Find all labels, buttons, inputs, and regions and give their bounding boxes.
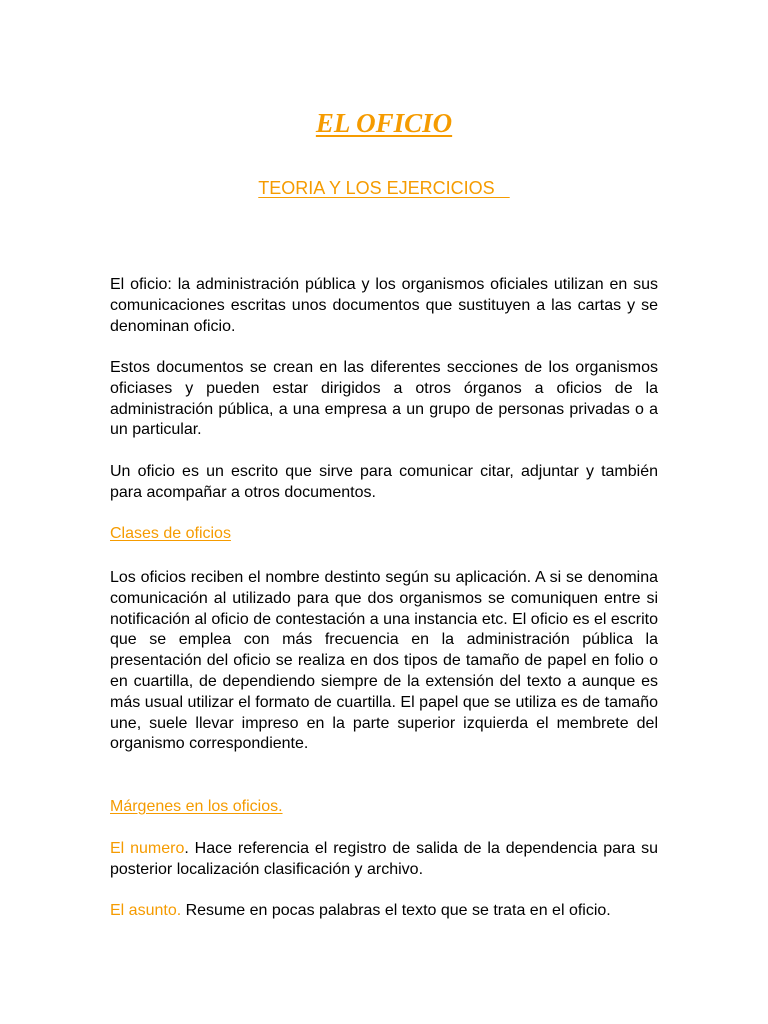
document-subtitle: TEORIA Y LOS EJERCICIOS [258,178,510,198]
document-title: EL OFICIO [315,108,453,138]
intro-paragraph-2: Estos documentos se crean en las diferentes secciones de los organismos oficiases y pueden estar dirigidos a otros órganos a oficios de la administración pública, a una empresa a un grupo de personas privadas o a un particular. [110,359,658,439]
term-el-asunto: El asunto. [110,902,182,919]
term-el-numero: El numero [110,840,185,857]
margenes-item-numero [110,839,658,881]
intro-paragraph-3: Un oficio es un escrito que sirve para comunicar citar, adjuntar y también para acompañar a otros documentos. [110,463,658,501]
clases-paragraph: Los oficios reciben el nombre destinto según su aplicación. A si se denomina comunicación al utilizado para que dos organismos se comuniquen entre si notificación al oficio de contestación a una instancia etc. El oficio es el escrito que se emplea con más frecuencia en la administración pública la presentación del oficio se realiza en dos tipos de tamaño de papel en folio o en cuartilla, de dependiendo siempre de la extensión del texto a aunque es más usual utilizar el formato de cuartilla. El papel que se utiliza es de tamaño une, suele llevar impreso en la parte superior izquierda el membrete del organismo correspondiente. [110,569,658,753]
intro-paragraph-1: El oficio: la administración pública y los organismos oficiales utilizan en sus comunicaciones escritas unos documentos que sustituyen a las cartas y se denominan oficio. [110,276,658,335]
section-heading-margenes: Márgenes en los oficios. [110,798,283,815]
definition-el-asunto: Resume en pocas palabras el texto que se trata en el oficio. [181,902,611,919]
definition-el-numero: . Hace referencia el registro de salida de la dependencia para su posterior localización clasificación y archivo. [110,840,659,878]
margenes-item-asunto [110,901,658,922]
section-heading-clases: Clases de oficios [110,525,231,542]
